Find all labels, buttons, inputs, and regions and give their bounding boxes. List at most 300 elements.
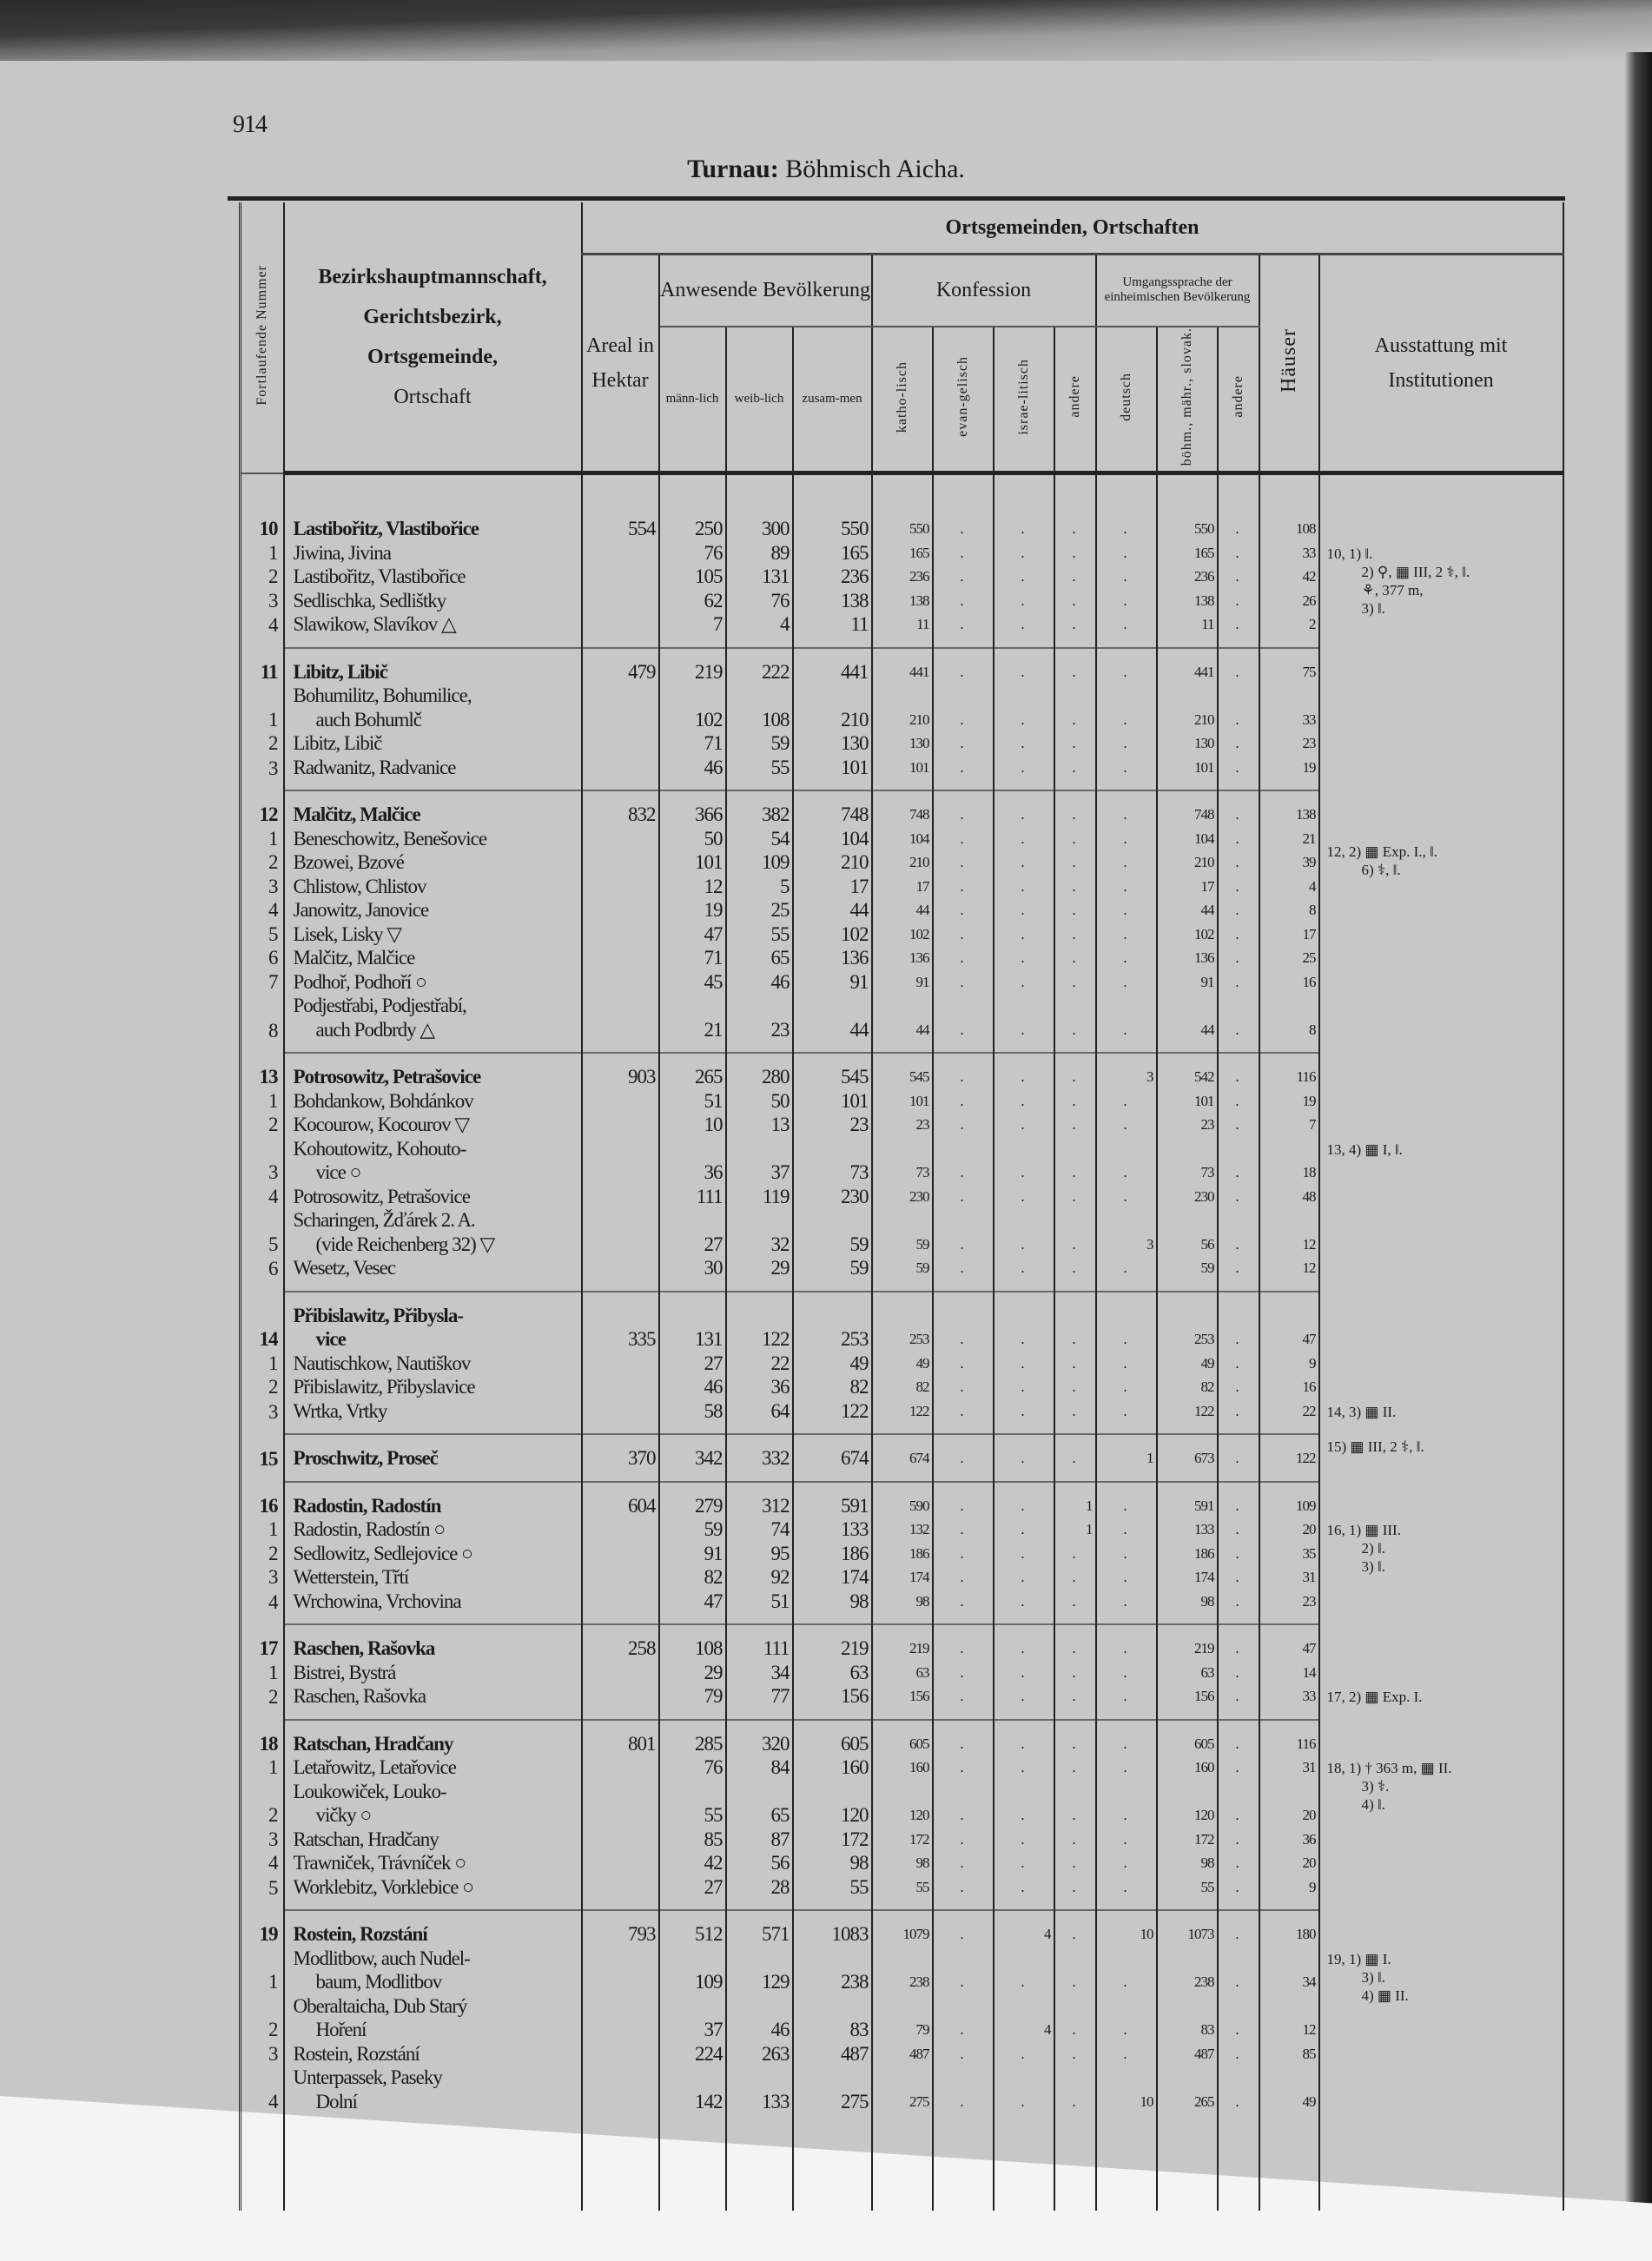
place-name-text: Libitz, Libič — [293, 732, 382, 755]
cell-lang-other: . — [1218, 1590, 1259, 1625]
facilities-note-line: 10, 1) ‖. — [1326, 545, 1373, 562]
cell-catholic: 98 — [872, 1851, 933, 1875]
cell-male: 47 — [659, 922, 726, 947]
cell-czech: 165 — [1157, 541, 1218, 565]
row-number: 1 — [241, 827, 284, 851]
cell-conf-other: . — [1054, 850, 1096, 875]
place-name — [284, 1851, 582, 1875]
cell-evangelical: . — [933, 1565, 994, 1590]
cell-total: 23 — [793, 1113, 872, 1137]
cell-catholic: 174 — [872, 1565, 933, 1590]
cell-german: . — [1096, 1185, 1157, 1209]
cell-conf-other: . — [1054, 1399, 1096, 1435]
place-name-text: Sedlowitz, Sedlejovice ○ — [293, 1542, 472, 1564]
cell-areal — [582, 756, 659, 791]
cell-israelite: . — [994, 1375, 1054, 1399]
cell-catholic: 138 — [872, 589, 933, 613]
cell-czech: 591 — [1157, 1482, 1218, 1518]
place-name-text: Slawikow, Slavíkov △ — [293, 613, 456, 636]
title-district: Turnau: — [687, 155, 779, 183]
place-name-continuation: vičky ○ — [315, 1804, 372, 1827]
cell-male: 108 — [659, 1624, 726, 1661]
cell-female: 111 — [726, 1624, 793, 1661]
cell-israelite: . — [994, 1875, 1054, 1911]
cell-total: 605 — [793, 1720, 872, 1756]
cell-catholic: 104 — [872, 827, 933, 851]
cell-lang-other: . — [1218, 1482, 1259, 1518]
cell-total: 550 — [793, 517, 872, 541]
table-row-locality — [241, 850, 1563, 875]
cell-german: 10 — [1096, 1910, 1157, 1947]
title-subdistrict: Böhmisch Aicha. — [785, 155, 965, 183]
cell-evangelical: . — [933, 731, 994, 756]
cell-conf-other: . — [1054, 1352, 1096, 1376]
cell-israelite: . — [994, 1482, 1054, 1518]
cell-german: . — [1096, 1352, 1157, 1376]
cell-czech: 238 — [1157, 1947, 1218, 1994]
place-name — [284, 946, 582, 970]
cell-conf-other: . — [1054, 790, 1096, 827]
cell-female: 84 — [726, 1755, 793, 1780]
cell-lang-other: . — [1218, 1565, 1259, 1590]
table-row-municipality — [241, 1720, 1563, 1756]
cell-female: 32 — [726, 1208, 793, 1256]
cell-houses: 19 — [1259, 1089, 1319, 1114]
header-facilities: Ausstattung mit Institutionen — [1319, 254, 1563, 473]
cell-male: 71 — [659, 731, 726, 756]
facilities-cell — [1319, 1208, 1563, 1256]
cell-male: 36 — [659, 1137, 726, 1185]
facilities-cell — [1319, 1185, 1563, 1209]
cell-female: 50 — [726, 1089, 793, 1114]
facilities-cell — [1319, 946, 1563, 970]
cell-areal — [582, 1947, 659, 1994]
facilities-cell — [1319, 756, 1563, 791]
cell-total: 59 — [793, 1256, 872, 1292]
facilities-cell — [1319, 2042, 1563, 2066]
cell-czech: 172 — [1157, 1828, 1218, 1852]
facilities-note-line: 19, 1) ▦ I. — [1326, 1950, 1391, 1967]
cell-german: . — [1096, 994, 1157, 1053]
facilities-note — [1327, 1688, 1423, 1706]
table-row-municipality — [241, 1482, 1563, 1518]
cell-israelite: . — [994, 565, 1054, 589]
cell-conf-other: . — [1054, 1947, 1096, 1994]
facilities-cell — [1319, 1399, 1563, 1435]
cell-israelite: . — [994, 1517, 1054, 1542]
cell-female: 56 — [726, 1851, 793, 1875]
facilities-cell — [1319, 1482, 1563, 1518]
cell-evangelical: . — [933, 1684, 994, 1720]
table-row-locality — [241, 1780, 1563, 1828]
cell-male: 21 — [659, 994, 726, 1053]
place-name — [284, 1828, 582, 1852]
place-name-continuation: Dolní — [315, 2090, 357, 2112]
top-rule — [228, 196, 1565, 201]
cell-male: 58 — [659, 1399, 726, 1435]
cell-houses: 116 — [1259, 1053, 1319, 1089]
cell-areal — [582, 731, 659, 756]
cell-total: 122 — [793, 1399, 872, 1435]
cell-german: . — [1096, 1624, 1157, 1661]
table-row-locality — [241, 2066, 1563, 2124]
cell-evangelical: . — [933, 541, 994, 565]
header-conf-evangelical: evan-gelisch — [933, 327, 994, 473]
place-name — [284, 922, 582, 947]
cell-german: . — [1096, 1375, 1157, 1399]
cell-catholic: 44 — [872, 994, 933, 1053]
place-name-text: Wesetz, Vesec — [293, 1257, 396, 1279]
cell-catholic: 91 — [872, 970, 933, 995]
cell-lang-other: . — [1218, 1994, 1259, 2042]
place-name-text: Letařowitz, Letařovice — [293, 1756, 456, 1779]
cell-lang-other: . — [1218, 1089, 1259, 1114]
cell-catholic: 550 — [872, 517, 933, 541]
header-population: Anwesende Bevölkerung — [659, 254, 872, 327]
cell-czech: 98 — [1157, 1851, 1218, 1875]
cell-catholic: 748 — [872, 790, 933, 827]
cell-houses: 8 — [1259, 994, 1319, 1053]
table-row-locality — [241, 1947, 1563, 1994]
cell-female: 22 — [726, 1352, 793, 1376]
cell-conf-other: . — [1054, 1828, 1096, 1852]
place-name-continuation: vice ○ — [315, 1161, 361, 1184]
facilities-cell — [1319, 922, 1563, 947]
facilities-note-line: 3) ‖. — [1361, 1968, 1385, 1986]
place-name — [284, 1208, 582, 1256]
place-name — [284, 1947, 582, 1994]
cell-conf-other: . — [1054, 1208, 1096, 1256]
cell-areal — [582, 1113, 659, 1137]
row-number: 3 — [241, 1137, 284, 1185]
table-row-locality — [241, 1542, 1563, 1566]
place-name-text: Radwanitz, Radvanice — [293, 756, 456, 778]
cell-evangelical: . — [933, 1256, 994, 1292]
cell-conf-other: . — [1054, 1755, 1096, 1780]
place-name — [284, 970, 582, 995]
cell-evangelical: . — [933, 827, 994, 851]
cell-total: 160 — [793, 1755, 872, 1780]
cell-total: 230 — [793, 1185, 872, 1209]
cell-conf-other: . — [1054, 648, 1096, 684]
cell-male: 7 — [659, 612, 726, 648]
cell-conf-other: . — [1054, 1624, 1096, 1661]
cell-conf-other: . — [1054, 1053, 1096, 1089]
row-number: 4 — [241, 612, 284, 648]
cell-israelite: . — [994, 1352, 1054, 1376]
cell-german: . — [1096, 1089, 1157, 1114]
cell-catholic: 136 — [872, 946, 933, 970]
cell-female: 65 — [726, 946, 793, 970]
cell-catholic: 172 — [872, 1828, 933, 1852]
cell-houses: 16 — [1259, 970, 1319, 995]
place-name — [284, 1542, 582, 1566]
cell-female: 131 — [726, 565, 793, 589]
row-number: 14 — [241, 1292, 284, 1352]
cell-houses: 42 — [1259, 565, 1319, 589]
cell-male: 102 — [659, 684, 726, 731]
cell-total: 238 — [793, 1947, 872, 1994]
place-name-text: Sedlischka, Sedlištky — [293, 589, 446, 612]
cell-lang-other: . — [1218, 1780, 1259, 1828]
cell-houses: 138 — [1259, 790, 1319, 827]
place-name — [284, 1755, 582, 1780]
cell-areal — [582, 1542, 659, 1566]
place-name — [284, 1875, 582, 1911]
cell-areal: 832 — [582, 790, 659, 827]
cell-catholic: 210 — [872, 684, 933, 731]
table-row-locality — [241, 612, 1563, 648]
place-name — [284, 1517, 582, 1542]
row-number: 4 — [241, 1851, 284, 1875]
cell-catholic: 120 — [872, 1780, 933, 1828]
cell-female: 119 — [726, 1185, 793, 1209]
cell-catholic: 545 — [872, 1053, 933, 1089]
place-name — [284, 875, 582, 899]
cell-houses: 33 — [1259, 684, 1319, 731]
cell-areal — [582, 1780, 659, 1828]
facilities-cell — [1319, 1434, 1563, 1482]
cell-israelite: . — [994, 994, 1054, 1053]
place-name-text: Beneschowitz, Benešovice — [293, 827, 487, 850]
table-header — [241, 202, 1563, 473]
facilities-note-line: 6) ⚕, ‖. — [1361, 861, 1401, 878]
cell-areal: 801 — [582, 1720, 659, 1756]
cell-conf-other: . — [1054, 1994, 1096, 2042]
cell-evangelical: . — [933, 648, 994, 684]
cell-czech: 138 — [1157, 589, 1218, 613]
table-row-locality — [241, 1137, 1563, 1185]
facilities-cell — [1319, 517, 1563, 541]
cell-german: . — [1096, 1661, 1157, 1685]
cell-catholic: 674 — [872, 1434, 933, 1482]
cell-total: 55 — [793, 1875, 872, 1911]
place-name — [284, 589, 582, 613]
cell-areal — [582, 1875, 659, 1911]
cell-areal: 258 — [582, 1624, 659, 1661]
cell-total: 120 — [793, 1780, 872, 1828]
table-row-locality — [241, 827, 1563, 851]
cell-male: 37 — [659, 1994, 726, 2042]
cell-total: 73 — [793, 1137, 872, 1185]
cell-male: 342 — [659, 1434, 726, 1482]
cell-houses: 47 — [1259, 1624, 1319, 1661]
cell-german: . — [1096, 1542, 1157, 1566]
facilities-cell — [1319, 1828, 1563, 1852]
cell-german: . — [1096, 2042, 1157, 2066]
header-nr: Fortlaufende Nummer — [241, 202, 284, 473]
cell-areal — [582, 684, 659, 731]
cell-evangelical: . — [933, 1624, 994, 1661]
cell-israelite: . — [994, 790, 1054, 827]
cell-male: 46 — [659, 1375, 726, 1399]
row-number: 10 — [241, 517, 284, 541]
cell-female: 77 — [726, 1684, 793, 1720]
cell-german: . — [1096, 541, 1157, 565]
facilities-cell — [1319, 1565, 1563, 1590]
cell-catholic: 49 — [872, 1352, 933, 1376]
cell-conf-other: . — [1054, 756, 1096, 791]
cell-german: 10 — [1096, 2066, 1157, 2124]
cell-areal — [582, 875, 659, 899]
cell-czech: 73 — [1157, 1137, 1218, 1185]
cell-conf-other: . — [1054, 946, 1096, 970]
cell-lang-other: . — [1218, 994, 1259, 1053]
cell-houses: 75 — [1259, 648, 1319, 684]
cell-male: 71 — [659, 946, 726, 970]
cell-german: . — [1096, 1875, 1157, 1911]
cell-total: 83 — [793, 1994, 872, 2042]
cell-houses: 22 — [1259, 1399, 1319, 1435]
cell-areal — [582, 827, 659, 851]
cell-german: . — [1096, 1113, 1157, 1137]
cell-lang-other: . — [1218, 1624, 1259, 1661]
cell-areal: 479 — [582, 648, 659, 684]
cell-czech: 55 — [1157, 1875, 1218, 1911]
cell-male: 250 — [659, 517, 726, 541]
cell-male: 279 — [659, 1482, 726, 1518]
row-number: 3 — [241, 2042, 284, 2066]
cell-evangelical: . — [933, 589, 994, 613]
cell-evangelical: . — [933, 898, 994, 922]
cell-czech: 44 — [1157, 898, 1218, 922]
place-name-text: Kocourow, Kocourov ▽ — [293, 1114, 470, 1136]
facilities-cell — [1319, 1684, 1563, 1720]
cell-male: 27 — [659, 1208, 726, 1256]
facilities-note-line: 17, 2) ▦ Exp. I. — [1326, 1689, 1423, 1706]
cell-evangelical: . — [933, 1137, 994, 1185]
cell-conf-other: . — [1054, 1780, 1096, 1828]
cell-female: 332 — [726, 1434, 793, 1482]
cell-conf-other: . — [1054, 1875, 1096, 1911]
cell-areal: 370 — [582, 1434, 659, 1482]
cell-lang-other: . — [1218, 1137, 1259, 1185]
place-name-text: Modlitbow, auch Nudel- — [293, 1947, 470, 1969]
place-name — [284, 1352, 582, 1376]
row-number: 3 — [241, 1565, 284, 1590]
cell-houses: 12 — [1259, 1256, 1319, 1292]
cell-total: 591 — [793, 1482, 872, 1518]
row-number: 3 — [241, 1828, 284, 1852]
cell-czech: 63 — [1157, 1661, 1218, 1685]
cell-israelite: . — [994, 1684, 1054, 1720]
cell-total: 1083 — [793, 1910, 872, 1947]
cell-female: 36 — [726, 1375, 793, 1399]
header-pop-male: männ-lich — [659, 327, 726, 473]
facilities-note-line: 3) ‖. — [1361, 599, 1385, 617]
cell-czech: 253 — [1157, 1292, 1218, 1352]
cell-male: 42 — [659, 1851, 726, 1875]
facilities-cell — [1319, 1910, 1563, 1947]
cell-catholic: 186 — [872, 1542, 933, 1566]
cell-areal — [582, 1089, 659, 1114]
cell-female: 28 — [726, 1875, 793, 1911]
cell-israelite: . — [994, 2042, 1054, 2066]
row-number: 1 — [241, 1661, 284, 1685]
cell-german: . — [1096, 1399, 1157, 1435]
cell-czech: 59 — [1157, 1256, 1218, 1292]
cell-conf-other: . — [1054, 1590, 1096, 1625]
cell-lang-other: . — [1218, 1661, 1259, 1685]
cell-evangelical: . — [933, 1755, 994, 1780]
cell-german: . — [1096, 1590, 1157, 1625]
place-name-text: Lastibořitz, Vlastibořice — [293, 518, 479, 540]
row-number: 2 — [241, 1780, 284, 1828]
place-name-text: Radostin, Radostín — [293, 1494, 441, 1517]
cell-total: 174 — [793, 1565, 872, 1590]
facilities-note-line: 14, 3) ▦ II. — [1326, 1403, 1397, 1420]
place-name-text: Wrchowina, Vrchovina — [293, 1590, 461, 1612]
cell-evangelical: . — [933, 612, 994, 648]
cell-lang-other: . — [1218, 756, 1259, 791]
spacer-row — [241, 473, 1563, 518]
cell-israelite: . — [994, 970, 1054, 995]
row-number: 2 — [241, 565, 284, 589]
cell-german: . — [1096, 1565, 1157, 1590]
facilities-note-line: ⚘, 377 m, — [1361, 581, 1424, 598]
cell-german: . — [1096, 1755, 1157, 1780]
table-row-locality — [241, 565, 1563, 589]
cell-german: . — [1096, 684, 1157, 731]
cell-houses: 20 — [1259, 1517, 1319, 1542]
cell-total: 59 — [793, 1208, 872, 1256]
place-name — [284, 1684, 582, 1720]
cell-total: 545 — [793, 1053, 872, 1089]
cell-german: . — [1096, 648, 1157, 684]
cell-total: 17 — [793, 875, 872, 899]
cell-houses: 17 — [1259, 922, 1319, 947]
cell-lang-other: . — [1218, 875, 1259, 899]
cell-male: 50 — [659, 827, 726, 851]
cell-czech: 44 — [1157, 994, 1218, 1053]
row-number: 13 — [241, 1053, 284, 1089]
cell-female: 4 — [726, 612, 793, 648]
cell-israelite: . — [994, 1661, 1054, 1685]
cell-total: 172 — [793, 1828, 872, 1852]
cell-female: 571 — [726, 1910, 793, 1947]
facilities-cell — [1319, 1089, 1563, 1114]
cell-czech: 11 — [1157, 612, 1218, 648]
place-name-continuation: baum, Modlitbov — [315, 1971, 442, 1993]
cell-houses: 36 — [1259, 1828, 1319, 1852]
cell-female: 280 — [726, 1053, 793, 1089]
place-name — [284, 850, 582, 875]
cell-german: . — [1096, 1137, 1157, 1185]
cell-houses: 116 — [1259, 1720, 1319, 1756]
table-row-municipality — [241, 517, 1563, 541]
cell-lang-other: . — [1218, 589, 1259, 613]
cell-israelite: . — [994, 1208, 1054, 1256]
cell-areal — [582, 1590, 659, 1625]
cell-israelite: . — [994, 1185, 1054, 1209]
cell-female: 5 — [726, 875, 793, 899]
facilities-cell — [1319, 731, 1563, 756]
cell-catholic: 63 — [872, 1661, 933, 1685]
cell-male: 101 — [659, 850, 726, 875]
cell-israelite: . — [994, 684, 1054, 731]
cell-male: 29 — [659, 1661, 726, 1685]
cell-catholic: 101 — [872, 1089, 933, 1114]
facilities-cell — [1319, 875, 1563, 899]
place-name — [284, 612, 582, 648]
cell-female: 54 — [726, 827, 793, 851]
place-name-text: Potrosowitz, Petrašovice — [293, 1185, 470, 1207]
cell-czech: 83 — [1157, 1994, 1218, 2042]
cell-german: . — [1096, 1780, 1157, 1828]
cell-evangelical: . — [933, 1482, 994, 1518]
cell-male: 131 — [659, 1292, 726, 1352]
cell-houses: 31 — [1259, 1755, 1319, 1780]
